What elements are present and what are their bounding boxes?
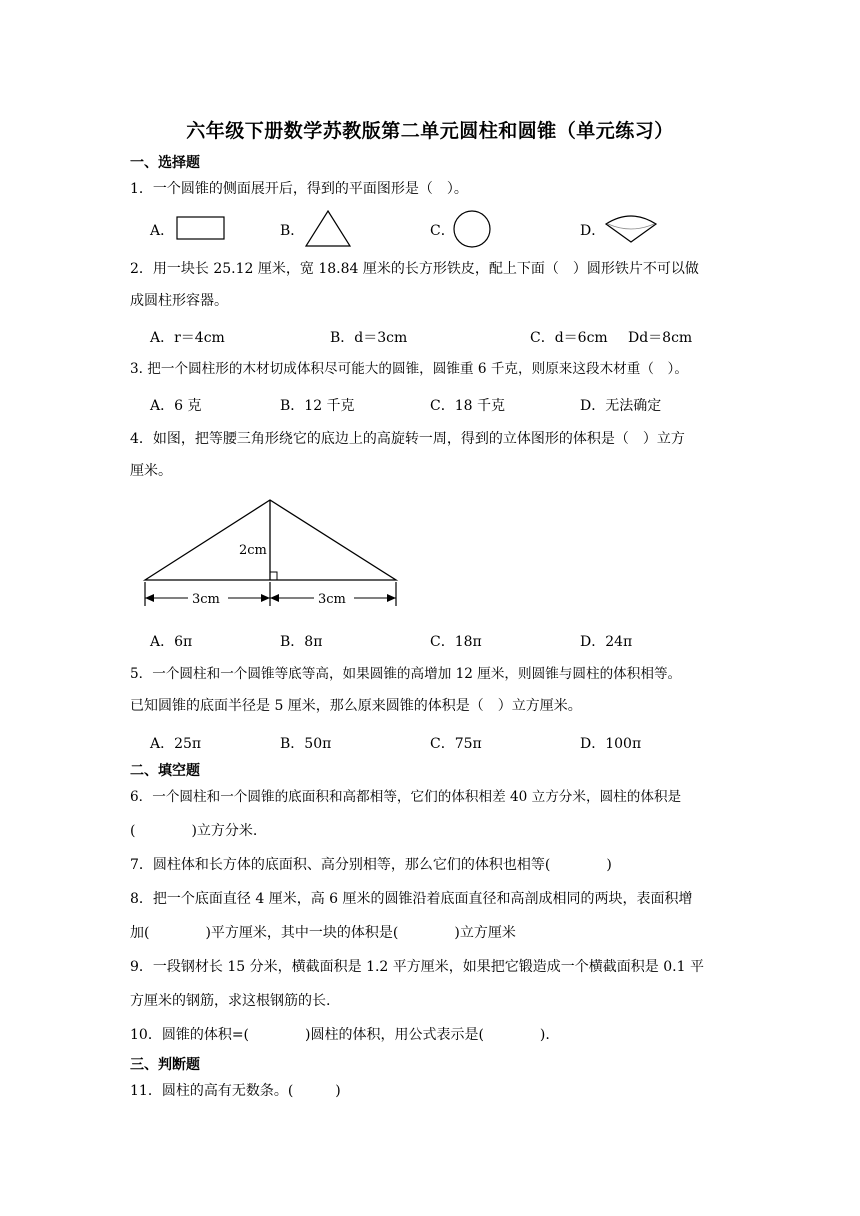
question-11: 11．圆柱的高有无数条。( ) [130, 1083, 341, 1099]
question-4-line-1: 4．如图，把等腰三角形绕它的底边上的高旋转一周，得到的立体图形的体积是（ ）立方 [130, 431, 685, 447]
q5-option-c: C．75π [430, 736, 482, 752]
q1-option-c: C． [430, 223, 455, 239]
question-1: 1．一个圆锥的侧面展开后，得到的平面图形是（ ）。 [130, 181, 468, 197]
question-3: 3. 把一个圆柱形的木材切成体积尽可能大的圆锥，圆锥重 6 千克，则原来这段木材重（ ）。 [130, 361, 688, 377]
question-2-line-1: 2．用一块长 25.12 厘米，宽 18.84 厘米的长方形铁皮，配上下面（ ）圆形铁片不可以做 [130, 261, 699, 277]
q2-option-a: A．r＝4cm [150, 330, 225, 346]
section-fill-blank: 二、填空题 [130, 763, 200, 779]
rectangle-icon [176, 216, 226, 242]
section-choice: 一、选择题 [130, 155, 200, 171]
question-8-line-1: 8．把一个底面直径 4 厘米，高 6 厘米的圆锥沿着底面直径和高剖成相同的两块，表面积增 [130, 891, 693, 907]
height-label: 2cm [239, 543, 267, 558]
q2-option-c: C．d＝6cm [530, 330, 608, 346]
circle-icon [452, 209, 492, 249]
q4-option-d: D．24π [580, 634, 633, 650]
question-9-line-1: 9．一段钢材长 15 分米，横截面积是 1.2 平方厘米，如果把它锻造成一个横截面积是 0.1 平 [130, 959, 704, 975]
right-base-label: 3cm [318, 592, 346, 607]
q1-option-d: D． [580, 223, 606, 239]
isosceles-triangle-figure [140, 494, 402, 610]
triangle-icon [304, 209, 354, 249]
question-5-line-1: 5．一个圆柱和一个圆锥等底等高，如果圆锥的高增加 12 厘米，则圆锥与圆柱的体积相等。 [130, 666, 682, 682]
q5-option-a: A．25π [150, 736, 202, 752]
q5-option-d: D．100π [580, 736, 642, 752]
q4-option-a: A．6π [150, 634, 193, 650]
question-4-line-2: 厘米。 [130, 463, 172, 479]
question-5-line-2: 已知圆锥的底面半径是 5 厘米，那么原来圆锥的体积是（ ）立方厘米。 [130, 698, 582, 714]
question-6-line-2: ( )立方分米. [130, 823, 258, 839]
sector-icon [604, 210, 660, 246]
question-9-line-2: 方厘米的钢筋，求这根钢筋的长. [130, 993, 331, 1009]
q1-option-b: B． [280, 223, 305, 239]
question-10: 10．圆锥的体积=( )圆柱的体积，用公式表示是( ). [130, 1027, 550, 1043]
page-title: 六年级下册数学苏教版第二单元圆柱和圆锥（单元练习） [186, 120, 674, 142]
q4-option-b: B．8π [280, 634, 323, 650]
q3-option-c: C．18 千克 [430, 398, 505, 414]
left-base-label: 3cm [192, 592, 220, 607]
q3-option-b: B．12 千克 [280, 398, 355, 414]
q3-option-a: A．6 克 [150, 398, 202, 414]
section-true-false: 三、判断题 [130, 1057, 200, 1073]
q2-option-d: Dd＝8cm [628, 330, 693, 346]
question-7: 7．圆柱体和长方体的底面积、高分别相等，那么它们的体积也相等( ) [130, 857, 612, 873]
q1-option-a: A． [150, 223, 175, 239]
q2-option-b: B．d＝3cm [330, 330, 408, 346]
question-6-line-1: 6．一个圆柱和一个圆锥的底面积和高都相等，它们的体积相差 40 立方分米，圆柱的体积是 [130, 789, 682, 805]
question-8-line-2: 加( )平方厘米，其中一块的体积是( )立方厘米 [130, 925, 516, 941]
question-2-line-2: 成圆柱形容器。 [130, 293, 228, 309]
q3-option-d: D．无法确定 [580, 398, 662, 414]
q4-option-c: C．18π [430, 634, 482, 650]
q5-option-b: B．50π [280, 736, 332, 752]
